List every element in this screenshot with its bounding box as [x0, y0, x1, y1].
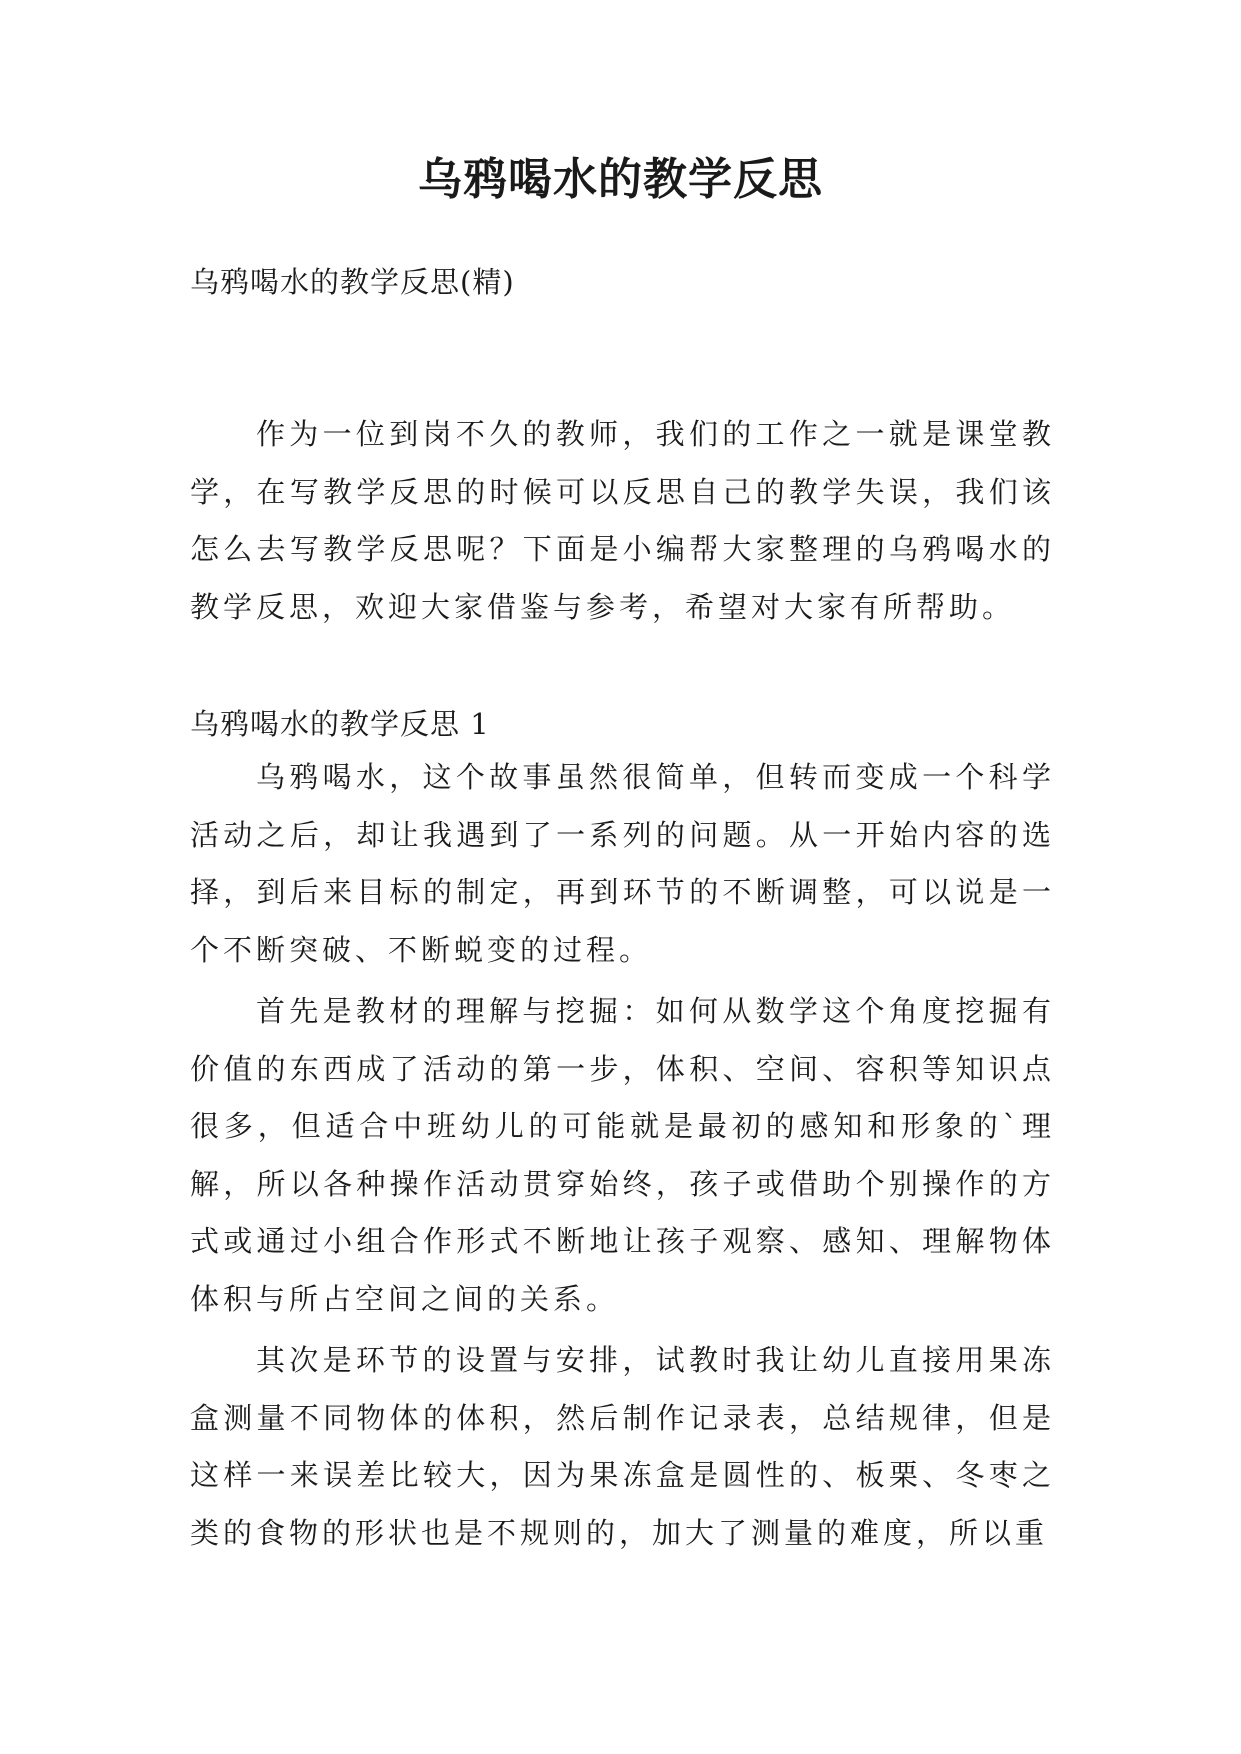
section-heading: 乌鸦喝水的教学反思 1	[190, 707, 490, 741]
body-paragraph-1: 乌鸦喝水，这个故事虽然很简单，但转而变成一个科学活动之后，却让我遇到了一系列的问题。从一开始内容的选择，到后来目标的制定，再到环节的不断调整，可以说是一个不断突破、不断蜕变的过程。	[190, 760, 1055, 967]
document-title: 乌鸦喝水的教学反思	[418, 154, 823, 205]
intro-paragraph: 作为一位到岗不久的教师，我们的工作之一就是课堂教学，在写教学反思的时候可以反思自己的教学失误，我们该怎么去写教学反思呢？下面是小编帮大家整理的乌鸦喝水的教学反思，欢迎大家借鉴与参考，希望对大家有所帮助。	[190, 417, 1055, 624]
body-paragraph-3: 其次是环节的设置与安排，试教时我让幼儿直接用果冻盒测量不同物体的体积，然后制作记录表，总结规律，但是这样一来误差比较大，因为果冻盒是圆性的、板栗、冬枣之类的食物的形状也是不规则的，加大了测量的难度，所以重	[190, 1343, 1055, 1550]
document-subtitle: 乌鸦喝水的教学反思(精)	[190, 265, 515, 299]
body-paragraph-2: 首先是教材的理解与挖掘：如何从数学这个角度挖掘有价值的东西成了活动的第一步，体积、空间、容积等知识点很多，但适合中班幼儿的可能就是最初的感知和形象的`理解，所以各种操作活动贯穿始终，孩子或借助个别操作的方式或通过小组合作形式不断地让孩子观察、感知、理解物体体积与所占空间之间的关系。	[190, 994, 1055, 1316]
